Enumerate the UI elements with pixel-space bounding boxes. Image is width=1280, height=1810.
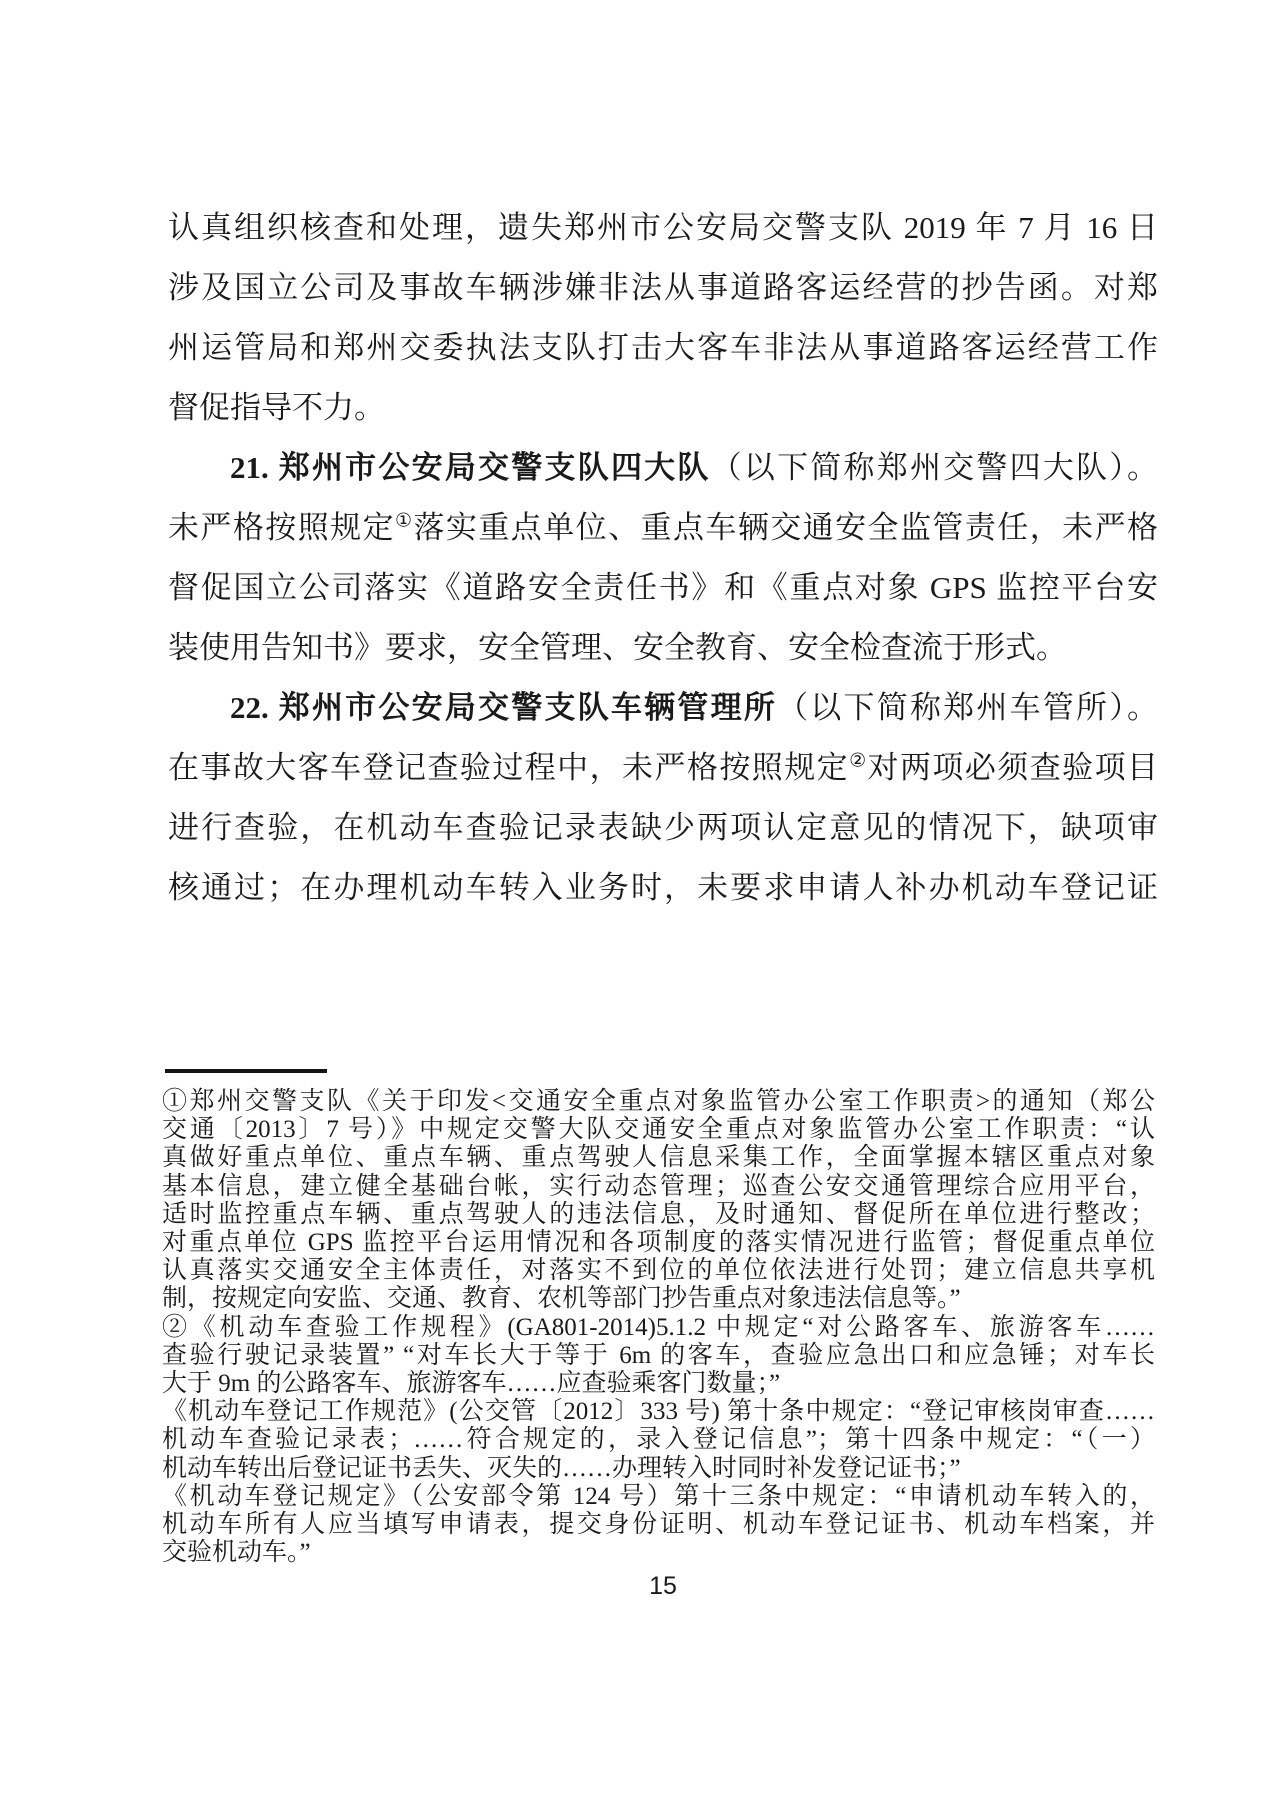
footnote-line: 制，按规定向安监、交通、教育、农机等部门抄告重点对象违法信息等。” — [162, 1285, 961, 1313]
text-segment: 认真组织核查和处理，遗失郑州市公安局交警支队 2019 年 7 月 16 日 — [168, 210, 1158, 245]
text-line — [168, 738, 1158, 798]
main-text-block — [168, 198, 1158, 918]
footnote-line: 《机动车登记规定》（公安部令第 124 号）第十三条中规定：“申请机动车转入的， — [162, 1482, 1155, 1510]
footnote-reference-mark: ① — [395, 510, 414, 532]
text-line — [168, 558, 1158, 618]
footnote-line: 大于 9m 的公路客车、旅游客车……应查验乘客门数量；” — [162, 1370, 781, 1398]
text-segment: （以下简称郑州交警四大队）。 — [710, 450, 1159, 485]
footnote-separator-rule — [165, 1069, 327, 1073]
text-line — [168, 438, 1158, 498]
footnote-line: 适时监控重点车辆、重点驾驶人的违法信息，及时通知、督促所在单位进行整改； — [162, 1200, 1155, 1228]
text-segment: （以下简称郑州车管所）。 — [777, 690, 1159, 725]
footnote-line: 认真落实交通安全主体责任，对落实不到位的单位依法进行处罚；建立信息共享机 — [162, 1257, 1155, 1285]
footnote-reference-mark: ② — [849, 750, 868, 772]
footnote-line: 《机动车登记工作规范》(公交管〔2012〕333 号) 第十条中规定：“登记审核岗审查…… — [162, 1398, 1155, 1426]
text-segment: 州运管局和郑州交委执法支队打击大客车非法从事道路客运经营工作 — [168, 330, 1158, 365]
footnote-line: 对重点单位 GPS 监控平台运用情况和各项制度的落实情况进行监管；督促重点单位 — [162, 1229, 1155, 1257]
text-line — [168, 258, 1158, 318]
heading-segment: 22. 郑州市公安局交警支队车辆管理所 — [230, 690, 778, 725]
text-line — [168, 618, 1158, 678]
footnote-line: 交通〔2013〕7 号）》中规定交警大队交通安全重点对象监管办公室工作职责：“认 — [162, 1116, 1155, 1144]
text-segment: 在事故大客车登记查验过程中，未严格按照规定 — [168, 750, 850, 785]
text-segment: 涉及国立公司及事故车辆涉嫌非法从事道路客运经营的抄告函。对郑 — [168, 270, 1158, 305]
footnote-line: 查验行驶记录装置” “对车长大于等于 6m 的客车，查验应急出口和应急锤；对车长 — [162, 1341, 1155, 1369]
text-segment: 进行查验，在机动车查验记录表缺少两项认定意见的情况下，缺项审 — [168, 810, 1158, 845]
text-segment: 装使用告知书》要求，安全管理、安全教育、安全检查流于形式。 — [168, 630, 1067, 665]
heading-segment: 21. 郑州市公安局交警支队四大队 — [230, 450, 711, 485]
footnotes-block — [162, 1088, 1155, 1567]
footnote-line: 机动车转出后登记证书丢失、灭失的……办理转入时同时补发登记证书；” — [162, 1454, 961, 1482]
footnote-line: 机动车所有人应当填写申请表，提交身份证明、机动车登记证书、机动车档案，并 — [162, 1511, 1155, 1539]
footnote-line: 机动车查验记录表；……符合规定的，录入登记信息”；第十四条中规定：“（一） — [162, 1426, 1155, 1454]
text-line — [168, 678, 1158, 738]
footnote-line: 交验机动车。” — [162, 1539, 311, 1567]
text-segment: 落实重点单位、重点车辆交通安全监管责任，未严格 — [413, 510, 1158, 545]
text-segment: 核通过；在办理机动车转入业务时，未要求申请人补办机动车登记证 — [168, 870, 1158, 905]
footnote-line: ①郑州交警支队《关于印发<交通安全重点对象监管办公室工作职责>的通知（郑公 — [162, 1088, 1155, 1115]
text-line — [168, 498, 1158, 558]
text-line — [168, 378, 1158, 438]
footnote-line: ②《机动车查验工作规程》(GA801-2014)5.1.2 中规定“对公路客车、旅游客车…… — [162, 1313, 1155, 1341]
text-segment: 督促指导不力。 — [168, 390, 385, 425]
text-segment: 未严格按照规定 — [168, 510, 396, 545]
text-line — [168, 198, 1158, 258]
text-segment: 对两项必须查验项目 — [867, 750, 1159, 785]
text-line — [168, 318, 1158, 378]
page-number: 15 — [649, 1572, 677, 1600]
text-segment: 督促国立公司落实《道路安全责任书》和《重点对象 GPS 监控平台安 — [168, 570, 1158, 605]
footnote-line: 真做好重点单位、重点车辆、重点驾驶人信息采集工作，全面掌握本辖区重点对象 — [162, 1144, 1155, 1172]
text-line — [168, 858, 1158, 918]
footnote-line: 基本信息，建立健全基础台帐，实行动态管理；巡查公安交通管理综合应用平台， — [162, 1172, 1155, 1200]
text-line — [168, 798, 1158, 858]
